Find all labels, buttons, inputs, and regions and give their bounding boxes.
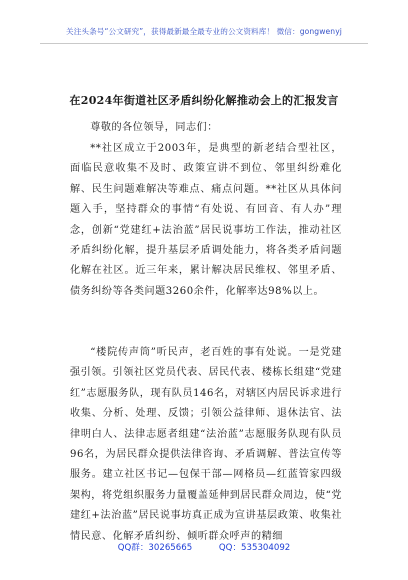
footer-contact (0, 541, 408, 553)
footer-qq-number: QQ：535304092 (218, 543, 291, 553)
header-banner: 关注头条号“公文研究”，获得最新最全最专业的公文资料库！ 微信：gongwenyj (66, 27, 342, 36)
paragraph-2: “楼院传声筒”听民声，老百姓的事有处说。一是党建强引领。引领社区党员代表、居民代表、楼栋长组建“党建红”志愿服务队，现有队员146名，对辖区内居民诉求进行收集、分析、处理、反馈；引领公益律师、退休法官、法律明白人、法律志愿者组建“法治蓝”志愿服务队现有队员96名，为居民群众提供法律咨询、矛盾调解、普法宣传等服务。建立社区书记—包保干部—网格员—红蓝管家四级架构，将党组织服务力量覆盖延伸到居民群众周边，使“党建红+法治蓝”居民说事坊真正成为宣讲基层政策、收集社情民意、化解矛盾纠纷、倾听群众呼声的精细 (70, 347, 342, 542)
salutation: 尊敬的各位领导，同志们： (90, 122, 218, 133)
footer-qq-group: QQ群：30265665 (117, 543, 193, 553)
paragraph-1: **社区成立于2003年，是典型的新老结合型社区，面临民意收集不及时、政策宣讲不到位、邻里纠纷难化解、民生问题难解决等难点、痛点问题。**社区从具体问题入手，坚持群众的事情“有处说、有回音、有人办”理念，创新“党建红+法治蓝”居民说事坊工作法，推动社区矛盾纠纷化解，提升基层矛盾调处能力，将各类矛盾问题化解在社区。近三年来，累计解决居民维权、邻里矛盾、债务纠纷等各类问题3260余件，化解率达98%以上。 (70, 143, 342, 297)
header-divider (40, 43, 368, 44)
document-title: 在2024年街道社区矛盾纠纷化解推动会上的汇报发言 (69, 94, 339, 107)
